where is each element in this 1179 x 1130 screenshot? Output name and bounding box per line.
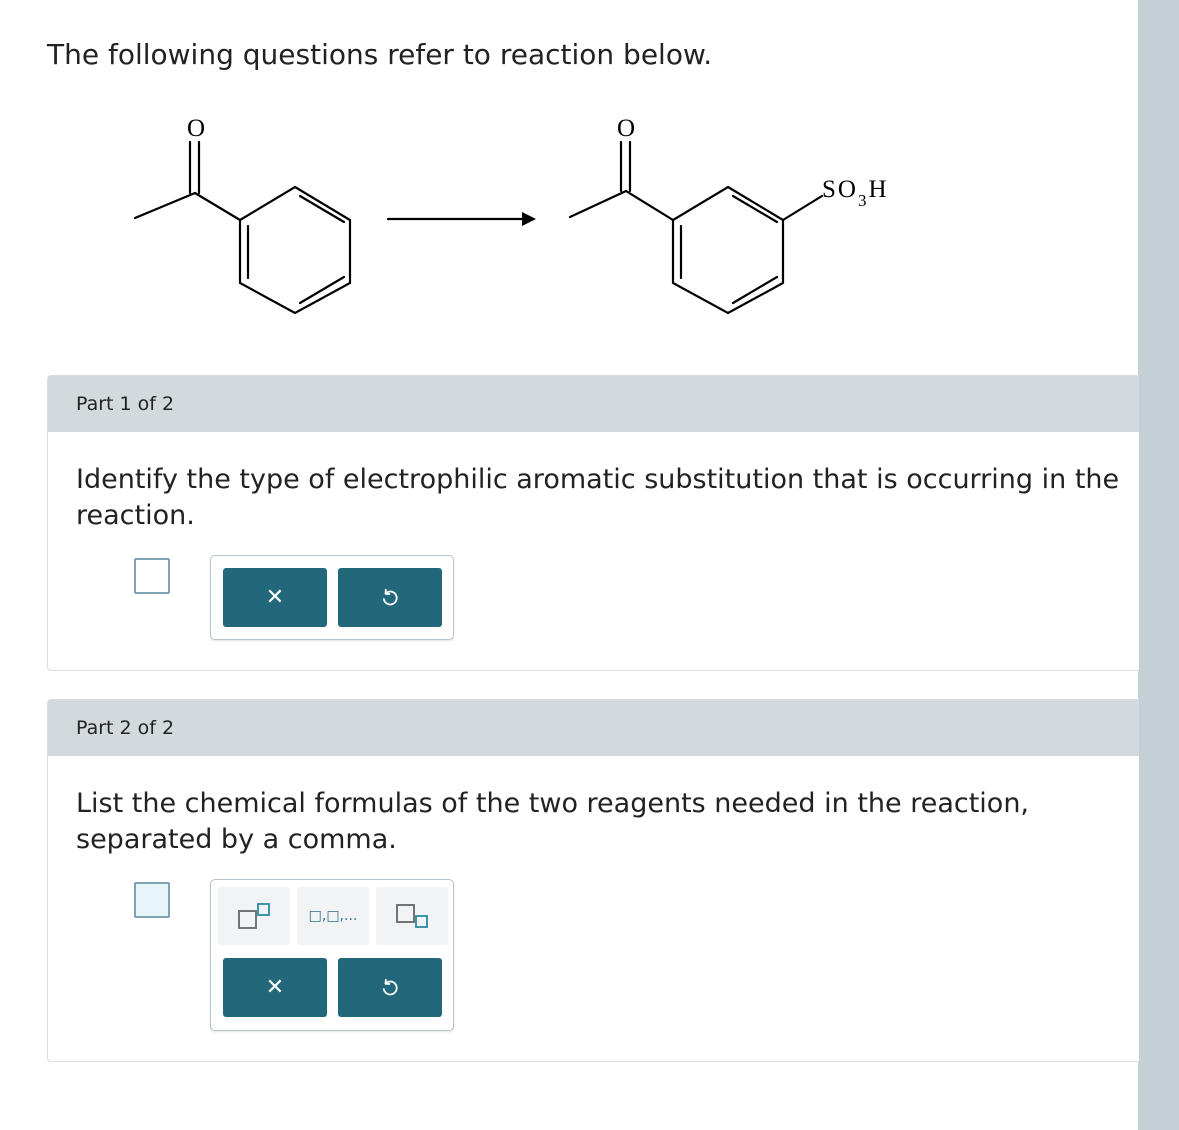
close-icon: ✕ — [265, 585, 285, 610]
part-1-header: Part 1 of 2 — [48, 376, 1139, 432]
substituent-end: H — [868, 176, 889, 203]
part-1-answer-box[interactable] — [134, 558, 170, 594]
undo-icon — [380, 978, 400, 998]
undo-icon — [380, 588, 400, 608]
subscript-tool-button[interactable] — [376, 887, 448, 945]
reactant-benzene-ring — [240, 187, 350, 313]
close-icon: ✕ — [265, 975, 285, 1000]
part-1-question-line-1: Identify the type of electrophilic aromatic substitution that is occurring in the — [76, 464, 1120, 495]
part-2-reset-button[interactable] — [338, 958, 442, 1017]
part-2-tool-panel — [210, 879, 454, 1031]
part-1-clear-button[interactable] — [223, 568, 327, 627]
reaction-diagram — [110, 100, 930, 330]
part-1-tool-panel — [210, 555, 454, 640]
part-1-reset-button[interactable] — [338, 568, 442, 627]
part-1-section — [47, 375, 1139, 671]
part-2-clear-button[interactable] — [223, 958, 327, 1017]
list-icon: □,□,... — [308, 908, 358, 924]
list-tool-button[interactable] — [297, 887, 369, 945]
substituent-label — [822, 176, 889, 210]
substituent-subscript: 3 — [857, 191, 869, 210]
part-2-header: Part 2 of 2 — [48, 700, 1139, 756]
superscript-icon — [234, 899, 274, 933]
part-2-question-line-1: List the chemical formulas of the two reagents needed in the reaction, — [76, 788, 1030, 819]
intro-text: The following questions refer to reaction below. — [47, 38, 713, 71]
subscript-icon — [392, 899, 432, 933]
part-2-answer-box[interactable] — [134, 882, 170, 918]
superscript-tool-button[interactable] — [218, 887, 290, 945]
part-2-section — [47, 699, 1139, 1062]
arrow-head — [522, 212, 536, 226]
reactant-oxygen-label: O — [187, 115, 206, 142]
product-oxygen-label: O — [617, 115, 636, 142]
scrollbar[interactable] — [1138, 0, 1179, 1130]
product-benzene-ring — [673, 187, 783, 313]
substituent-main: SO — [822, 176, 858, 203]
product-bond — [626, 191, 673, 220]
part-1-question-line-2: reaction. — [76, 500, 195, 531]
reactant-bond — [195, 193, 240, 220]
part-2-question-line-2: separated by a comma. — [76, 824, 397, 855]
